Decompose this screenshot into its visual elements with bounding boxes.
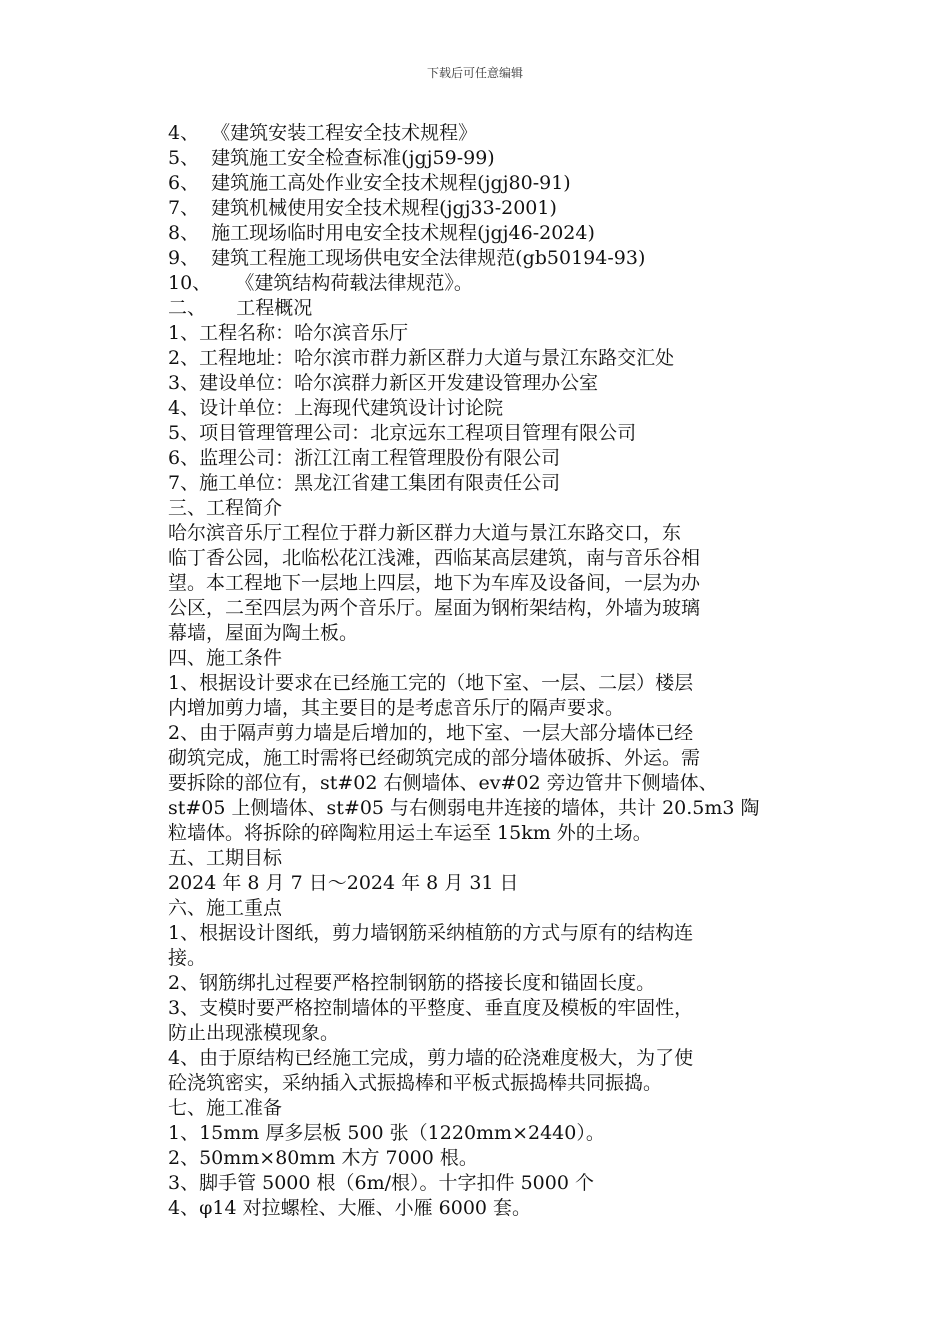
paragraph-line: 3、支模时要严格控制墙体的平整度、垂直度及模板的牢固性， [168,997,694,1019]
paragraph-line: 4、由于原结构已经施工完成，剪力墙的砼浇难度极大，为了使 [168,1047,694,1069]
paragraph-line: 内增加剪力墙，其主要目的是考虑音乐厅的隔声要求。 [168,697,625,719]
section-title: 五、工期目标 [168,847,283,869]
schedule-text: 2024 年 8 月 7 日～2024 年 8 月 31 日 [168,872,519,894]
paragraph-line: 临丁香公园，北临松花江浅滩，西临某高层建筑，南与音乐谷相 [168,547,701,569]
project-info-item: 3、建设单位：哈尔滨群力新区开发建设管理办公室 [168,372,599,394]
project-info-item: 7、施工单位：黑龙江省建工集团有限责任公司 [168,472,561,494]
paragraph-line: st#05 上侧墙体、st#05 与右侧弱电井连接的墙体，共计 20.5m3 陶 [168,797,760,819]
project-info-item: 5、项目管理管理公司：北京远东工程项目管理有限公司 [168,422,637,444]
reference-item: 7、 建筑机械使用安全技术规程(jgj33-2001) [168,197,557,219]
document-body [168,121,792,1221]
reference-item: 9、 建筑工程施工现场供电安全法律规范(gb50194-93) [168,247,646,269]
paragraph-line: 公区，二至四层为两个音乐厅。屋面为钢桁架结构，外墙为玻璃 [168,597,701,619]
paragraph-line: 幕墙，屋面为陶土板。 [168,622,359,644]
reference-item: 5、 建筑施工安全检查标准(jgj59-99) [168,147,495,169]
reference-item: 10、 《建筑结构荷载法律规范》。 [168,272,473,294]
paragraph-line: 望。本工程地下一层地上四层，地下为车库及设备间，一层为办 [168,572,701,594]
section-title: 三、工程简介 [168,497,283,519]
project-info-item: 6、监理公司：浙江江南工程管理股份有限公司 [168,447,561,469]
page-header: 下载后可任意编辑 [426,66,523,80]
paragraph-line: 粒墙体。将拆除的碎陶粒用运土车运至 15km 外的土场。 [168,822,652,844]
paragraph-line: 哈尔滨音乐厅工程位于群力新区群力大道与景江东路交口，东 [168,522,682,544]
reference-item: 4、 《建筑安装工程安全技术规程》 [168,122,478,144]
paragraph-line: 2、由于隔声剪力墙是后增加的，地下室、一层大部分墙体已经 [168,722,694,744]
section-title: 四、施工条件 [168,647,283,669]
project-info-item: 2、工程地址：哈尔滨市群力新区群力大道与景江东路交汇处 [168,347,675,369]
paragraph-line: 要拆除的部位有，st#02 右侧墙体、ev#02 旁边管井下侧墙体、 [168,772,718,794]
section-title: 六、施工重点 [168,897,283,919]
paragraph-line: 防止出现涨模现象。 [168,1022,340,1044]
paragraph-line: 接。 [168,947,207,969]
preparation-item: 3、脚手管 5000 根（6m/根）。十字扣件 5000 个 [168,1172,594,1194]
preparation-item: 4、φ14 对拉螺栓、大雁、小雁 6000 套。 [168,1197,532,1219]
section-title: 二、 工程概况 [168,297,313,319]
project-info-item: 4、设计单位：上海现代建筑设计讨论院 [168,397,504,419]
section-title: 七、施工准备 [168,1097,283,1119]
paragraph-line: 2、钢筋绑扎过程要严格控制钢筋的搭接长度和锚固长度。 [168,972,656,994]
reference-item: 8、 施工现场临时用电安全技术规程(jgj46-2024) [168,222,595,244]
preparation-item: 2、50mm×80mm 木方 7000 根。 [168,1147,478,1169]
project-info-item: 1、工程名称：哈尔滨音乐厅 [168,322,409,344]
reference-item: 6、 建筑施工高处作业安全技术规程(jgj80-91) [168,172,571,194]
paragraph-line: 砼浇筑密实，采纳插入式振捣棒和平板式振捣棒共同振捣。 [168,1072,663,1094]
paragraph-line: 1、根据设计图纸，剪力墙钢筋采纳植筋的方式与原有的结构连 [168,922,694,944]
paragraph-line: 砌筑完成，施工时需将已经砌筑完成的部分墙体破拆、外运。需 [168,747,701,769]
paragraph-line: 1、根据设计要求在已经施工完的（地下室、一层、二层）楼层 [168,672,694,694]
preparation-item: 1、15mm 厚多层板 500 张（1220mm×2440）。 [168,1122,605,1144]
